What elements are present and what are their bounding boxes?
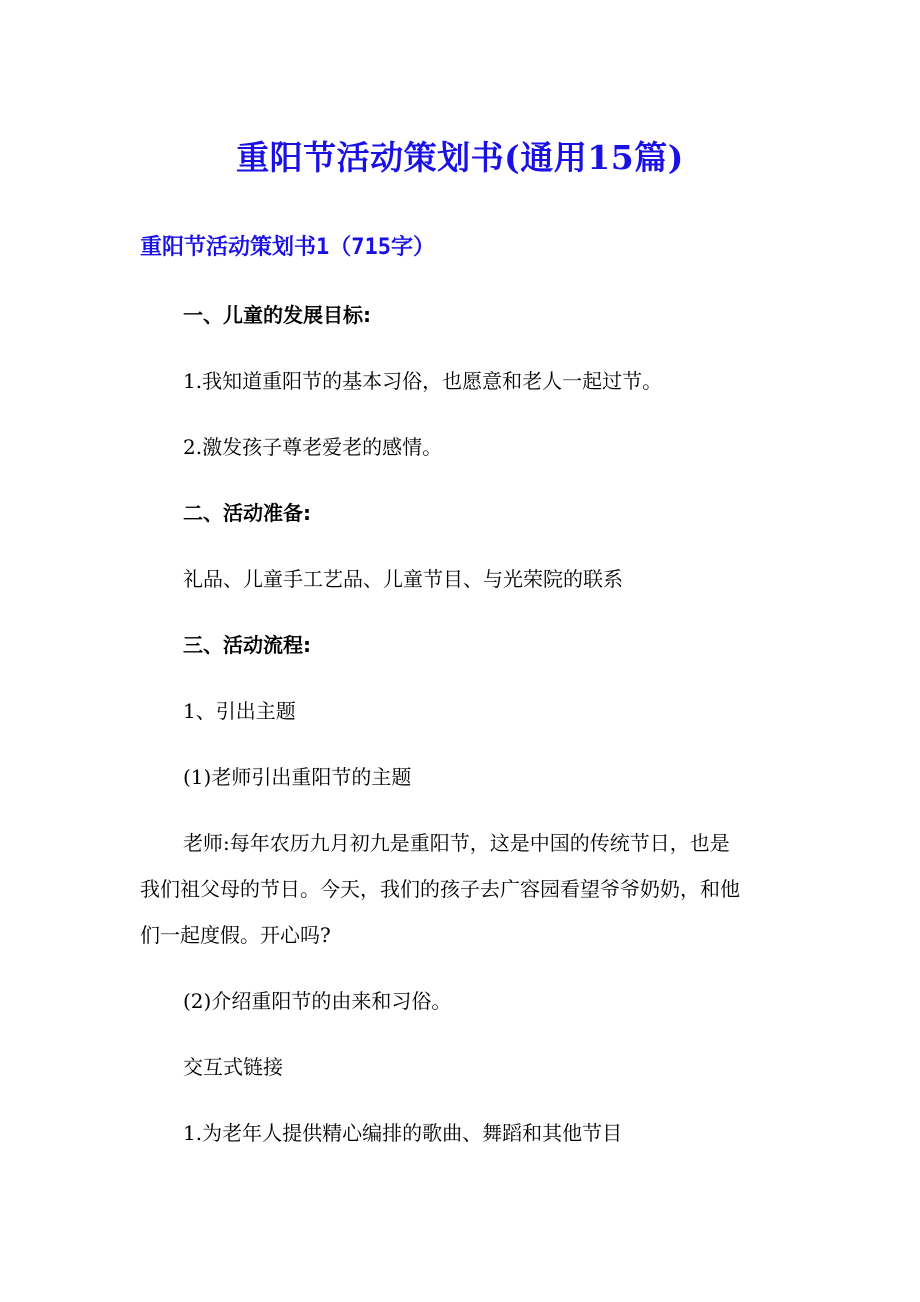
paragraph-teacher-line-1: 老师:每年农历九月初九是重阳节，这是中国的传统节日，也是 [183,831,730,855]
heading-process: 三、活动流程: [183,633,311,657]
paragraph-step-1: 1、引出主题 [183,699,296,723]
paragraph-goal-1: 1.我知道重阳节的基本习俗，也愿意和老人一起过节。 [183,369,663,393]
paragraph-teacher-line-2: 我们祖父母的节日。今天，我们的孩子去广容园看望爷爷奶奶，和他 [140,877,740,901]
heading-goals: 一、儿童的发展目标: [183,303,371,327]
paragraph-teacher-line-3: 们一起度假。开心吗? [140,923,331,947]
heading-preparation: 二、活动准备: [183,501,311,525]
paragraph-interactive-link: 交互式链接 [183,1055,283,1079]
paragraph-goal-2: 2.激发孩子尊老爱老的感情。 [183,435,443,459]
paragraph-step-1-1: (1)老师引出重阳节的主题 [183,765,412,789]
document-title: 重阳节活动策划书(通用15篇) [236,138,684,177]
section-title: 重阳节活动策划书1（715字） [140,235,435,260]
paragraph-program-1: 1.为老年人提供精心编排的歌曲、舞蹈和其他节目 [183,1121,623,1145]
paragraph-step-1-2: (2)介绍重阳节的由来和习俗。 [183,989,452,1013]
paragraph-preparation: 礼品、儿童手工艺品、儿童节目、与光荣院的联系 [183,567,623,591]
